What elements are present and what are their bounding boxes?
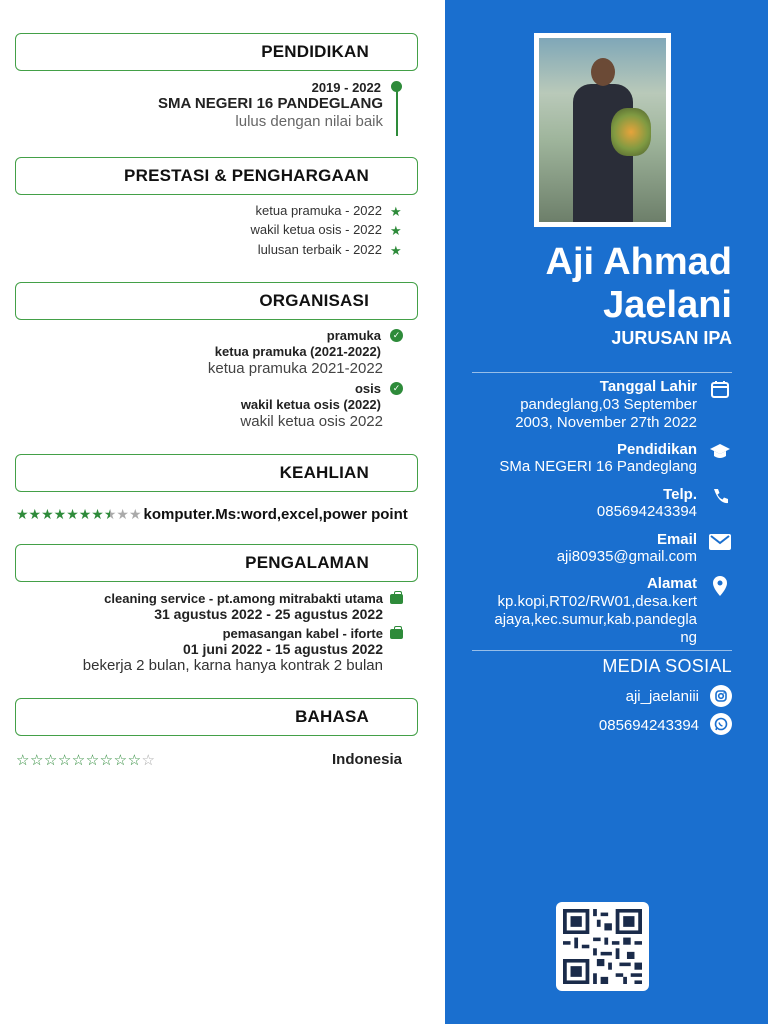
divider [472, 372, 732, 373]
section-heading-organisation: ORGANISASI [15, 282, 418, 320]
briefcase-icon [390, 629, 403, 639]
edu-label: Pendidikan [616, 441, 697, 458]
check-circle-icon: ✓ [390, 382, 403, 395]
half-star-icon: ★ [103, 506, 117, 522]
location-pin-icon [709, 575, 731, 597]
experience-title: cleaning service - pt.among mitrabakti utama [104, 591, 383, 606]
whatsapp-number[interactable]: 085694243394 [598, 717, 699, 734]
section-heading-education: PENDIDIKAN [15, 33, 418, 71]
phone-value[interactable]: 085694243394 [596, 503, 697, 520]
sidebar [445, 0, 768, 1024]
org-role: ketua pramuka (2021-2022) [214, 344, 381, 359]
qr-code [556, 902, 649, 991]
achievement-item: wakil ketua osis - 2022 [250, 222, 382, 237]
section-heading-languages: BAHASA [15, 698, 418, 736]
address-value: ajaya,kec.sumur,kab.pandegla [494, 611, 697, 628]
section-heading-achievements: PRESTASI & PENGHARGAAN [15, 157, 418, 195]
experience-date: 31 agustus 2022 - 25 agustus 2022 [154, 606, 383, 622]
skill-item [16, 506, 408, 523]
instagram-handle[interactable]: aji_jaelaniii [625, 688, 699, 705]
phone-label: Telp. [663, 486, 697, 503]
profile-name [546, 241, 733, 327]
instagram-icon[interactable] [710, 685, 732, 707]
language-name: Indonesia [331, 751, 402, 768]
star-empty-icon: ☆ [141, 752, 156, 769]
calendar-icon [709, 378, 731, 400]
address-label: Alamat [646, 575, 697, 592]
org-role: wakil ketua osis (2022) [240, 397, 381, 412]
phone-icon [709, 486, 731, 508]
org-period: ketua pramuka 2021-2022 [207, 360, 383, 377]
education-note: lulus dengan nilai baik [235, 113, 383, 130]
language-rating-stars [16, 751, 155, 769]
envelope-icon [709, 531, 731, 553]
education-school: SMA NEGERI 16 PANDEGLANG [157, 95, 383, 112]
star-outline-icon: ☆☆☆☆☆☆☆☆☆ [16, 752, 142, 769]
experience-date: 01 juni 2022 - 15 agustus 2022 [183, 641, 383, 657]
whatsapp-icon[interactable] [710, 713, 732, 735]
address-value: ng [680, 629, 697, 646]
timeline-line [396, 90, 398, 136]
birth-value: 2003, November 27th 2022 [515, 414, 697, 431]
birth-label: Tanggal Lahir [599, 378, 697, 395]
profile-name-line1: Aji Ahmad [545, 241, 732, 283]
edu-value: SMa NEGERI 16 Pandeglang [499, 458, 697, 475]
profile-photo [534, 33, 671, 227]
email-label: Email [656, 531, 697, 548]
graduation-cap-icon [709, 441, 731, 463]
achievement-item: lulusan terbaik - 2022 [257, 242, 382, 257]
section-heading-skills: KEAHLIAN [15, 454, 418, 492]
section-heading-experience: PENGALAMAN [15, 544, 418, 582]
skill-name: komputer.Ms:word,excel,power point [143, 506, 408, 523]
divider [472, 650, 732, 651]
star-icon: ★★★★★★★ [16, 506, 104, 522]
star-icon: ★ [390, 243, 402, 258]
org-period: wakil ketua osis 2022 [240, 413, 383, 430]
experience-title: pemasangan kabel - iforte [222, 626, 383, 641]
star-icon: ★ [390, 204, 402, 219]
org-name: pramuka [326, 328, 381, 343]
birth-value: pandeglang,03 September [520, 396, 697, 413]
org-name: osis [354, 381, 381, 396]
social-heading: MEDIA SOSIAL [602, 656, 732, 676]
experience-description: bekerja 2 bulan, karna hanya kontrak 2 bulan [82, 657, 383, 674]
profile-name-line2: Jaelani [603, 284, 732, 326]
achievement-item: ketua pramuka - 2022 [255, 203, 382, 218]
education-year: 2019 - 2022 [311, 80, 381, 95]
briefcase-icon [390, 594, 403, 604]
check-circle-icon: ✓ [390, 329, 403, 342]
profile-department: JURUSAN IPA [611, 328, 732, 348]
skill-rating-stars [16, 506, 142, 523]
star-empty-icon: ★★ [116, 506, 142, 522]
address-value: kp.kopi,RT02/RW01,desa.kert [497, 593, 697, 610]
email-value[interactable]: aji80935@gmail.com [556, 548, 697, 565]
star-icon: ★ [390, 223, 402, 238]
